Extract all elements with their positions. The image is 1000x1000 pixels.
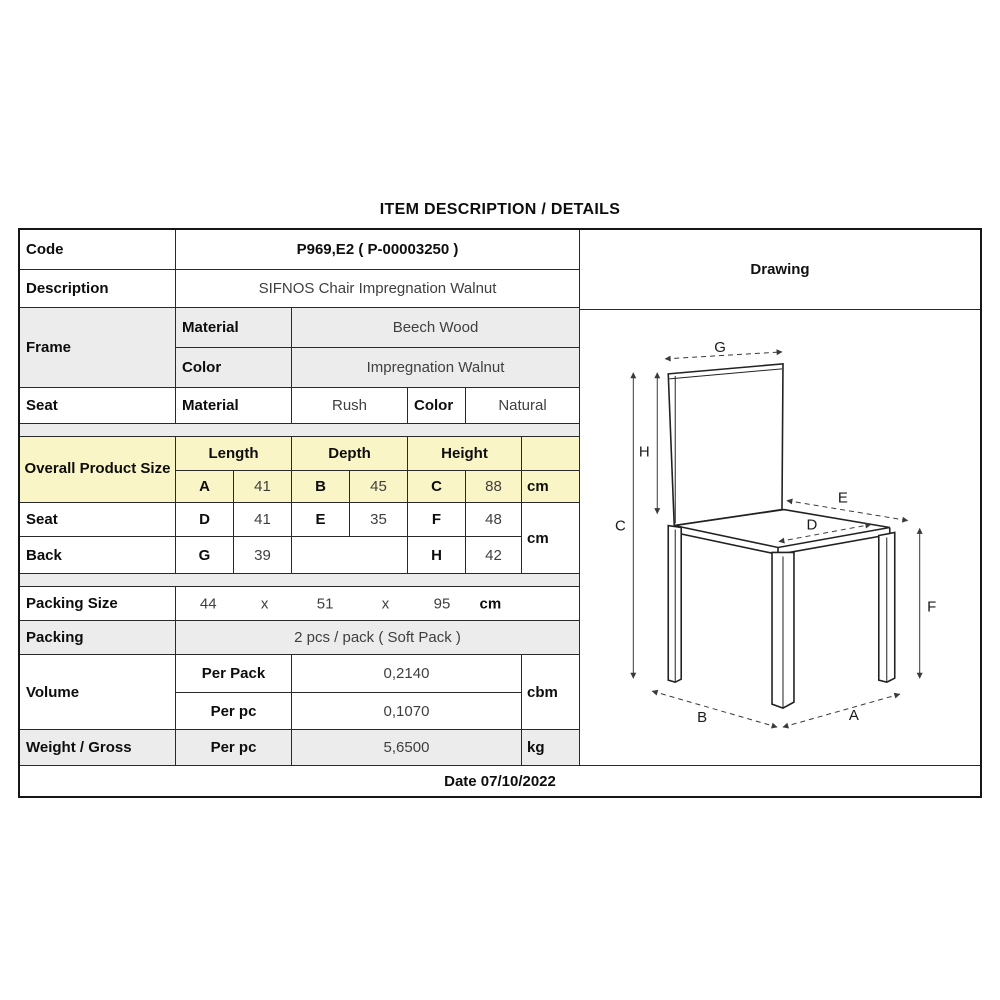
dim-value-e: 35: [350, 503, 408, 537]
dim-key-f: F: [408, 503, 466, 537]
page-title: ITEM DESCRIPTION / DETAILS: [379, 201, 621, 218]
volume-per-pc-row: [176, 693, 522, 730]
volume-unit: cbm: [522, 655, 580, 730]
code-label: Code: [20, 230, 176, 270]
volume-label: Volume: [20, 655, 176, 730]
seat-back-unit: cm: [522, 503, 580, 574]
packing-value: 2 pcs / pack ( Soft Pack ): [176, 621, 580, 655]
description-value: SIFNOS Chair Impregnation Walnut: [176, 270, 580, 308]
frame-section: [20, 308, 580, 388]
seat-color-value: Natural: [466, 388, 580, 424]
dim-line-b: [652, 691, 777, 727]
weight-label: Weight / Gross: [20, 730, 176, 766]
packing-size-sep2: x: [381, 595, 390, 612]
back-dim-label: Back: [20, 537, 176, 574]
dim-label-g: G: [714, 338, 726, 356]
dim-value-d: 41: [234, 503, 292, 537]
dim-key-e: E: [292, 503, 350, 537]
seat-dimensions-row: [20, 503, 522, 537]
volume-per-pc-value: 0,1070: [292, 693, 522, 730]
date-row: [20, 766, 980, 796]
dim-value-g: 39: [234, 537, 292, 574]
volume-rows: [176, 655, 522, 730]
seat-color-label: Color: [408, 388, 466, 424]
frame-material-value: Beech Wood: [292, 308, 580, 348]
dim-label-e: E: [837, 489, 848, 507]
spec-table-main: [20, 230, 980, 766]
drawing-panel: [580, 230, 980, 766]
seat-back-rows: [20, 503, 522, 574]
dim-label-h: H: [638, 443, 650, 461]
separator-row: [20, 574, 580, 587]
frame-label: Frame: [20, 308, 176, 388]
overall-unit: cm: [522, 471, 580, 503]
dim-label-f: F: [927, 598, 937, 616]
depth-header: Depth: [292, 437, 408, 471]
dim-value-h: 42: [466, 537, 522, 574]
frame-material-row: [176, 308, 580, 348]
description-label: Description: [20, 270, 176, 308]
seat-label: Seat: [20, 388, 176, 424]
drawing-header: Drawing: [580, 230, 980, 310]
size-header-empty-cell: [522, 437, 580, 471]
packing-label: Packing: [20, 621, 176, 655]
packing-size-sep1: x: [260, 595, 269, 612]
packing-size-dim2: 51: [316, 595, 334, 612]
dim-label-d: D: [806, 516, 818, 534]
spec-table: [18, 228, 982, 798]
height-header: Height: [408, 437, 522, 471]
seat-back-section: [20, 503, 580, 574]
date-value: Date 07/10/2022: [444, 772, 556, 790]
dim-value-a: 41: [234, 471, 292, 503]
volume-per-pack-row: [176, 655, 522, 693]
chair-drawing: [580, 310, 980, 765]
back-depth-empty-cell: [292, 537, 408, 574]
dim-key-a: A: [176, 471, 234, 503]
frame-color-value: Impregnation Walnut: [292, 348, 580, 388]
packing-size-dim1: 44: [199, 595, 217, 612]
volume-per-pack-value: 0,2140: [292, 655, 522, 693]
volume-per-pack-label: Per Pack: [176, 655, 292, 693]
size-column-headers: [176, 437, 580, 471]
frame-material-label: Material: [176, 308, 292, 348]
weight-per-pc-label: Per pc: [176, 730, 292, 766]
seat-material-label: Material: [176, 388, 292, 424]
volume-section: [20, 655, 580, 730]
length-header: Length: [176, 437, 292, 471]
code-value: P969,E2 ( P-00003250 ): [176, 230, 580, 270]
chair-backrest: [668, 364, 783, 526]
dim-key-c: C: [408, 471, 466, 503]
frame-subrows: [176, 308, 580, 388]
dim-key-d: D: [176, 503, 234, 537]
chair-leg-left: [668, 526, 681, 683]
frame-color-row: [176, 348, 580, 388]
volume-per-pc-label: Per pc: [176, 693, 292, 730]
drawing-area: [580, 310, 980, 766]
overall-dimensions-row: [176, 471, 580, 503]
dim-key-h: H: [408, 537, 466, 574]
weight-unit: kg: [522, 730, 580, 766]
packing-size-unit: cm: [479, 595, 502, 612]
dim-label-b: B: [697, 709, 708, 727]
spec-table-left: [20, 230, 580, 766]
weight-row: [20, 730, 580, 766]
dim-line-a: [783, 694, 900, 727]
packing-size-values: [176, 587, 580, 621]
dim-label-c: C: [614, 517, 626, 535]
description-row: [20, 270, 580, 308]
packing-row: [20, 621, 580, 655]
packing-size-label: Packing Size: [20, 587, 176, 621]
dim-label-a: A: [848, 707, 859, 725]
weight-value: 5,6500: [292, 730, 522, 766]
packing-size-dim3: 95: [433, 595, 451, 612]
seat-dim-label: Seat: [20, 503, 176, 537]
dim-key-g: G: [176, 537, 234, 574]
dim-value-f: 48: [466, 503, 522, 537]
dim-value-c: 88: [466, 471, 522, 503]
packing-size-row: [20, 587, 580, 621]
dim-key-b: B: [292, 471, 350, 503]
frame-color-label: Color: [176, 348, 292, 388]
overall-size-header-section: [20, 437, 580, 503]
seat-material-value: Rush: [292, 388, 408, 424]
dim-value-b: 45: [350, 471, 408, 503]
overall-size-label: Overall Product Size: [20, 437, 176, 503]
seat-material-row: [20, 388, 580, 424]
overall-size-columns: [176, 437, 580, 503]
back-dimensions-row: [20, 537, 522, 574]
code-row: [20, 230, 580, 270]
separator-row: [20, 424, 580, 437]
